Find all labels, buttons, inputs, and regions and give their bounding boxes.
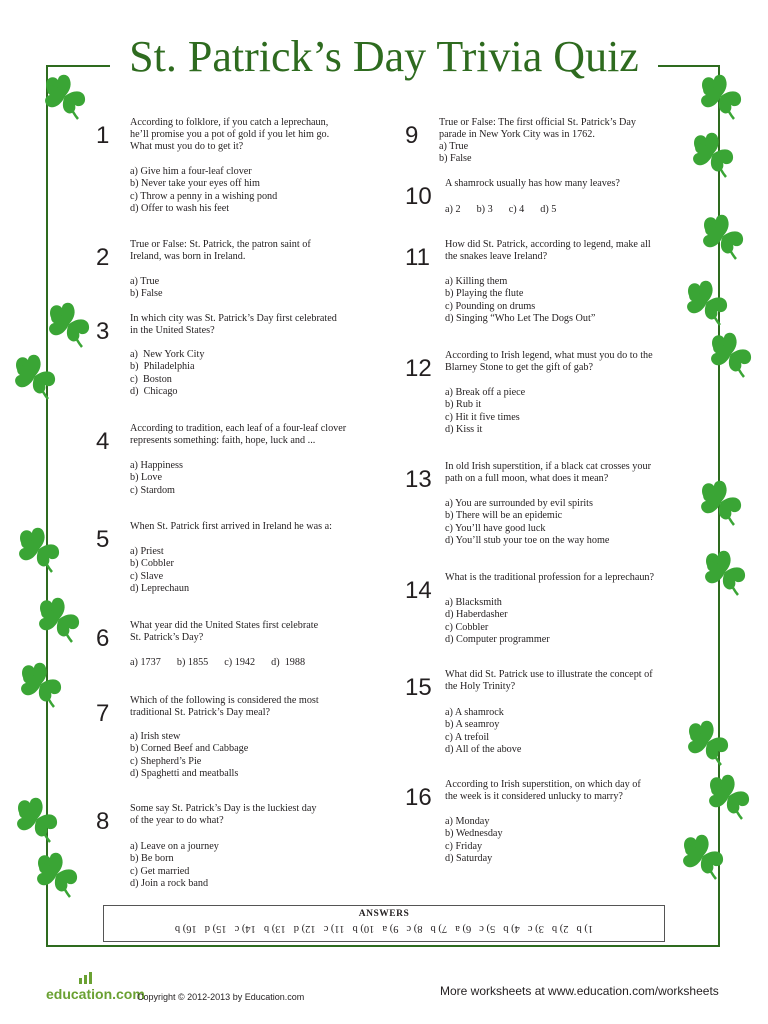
answer-key-item: 10) b xyxy=(352,923,375,934)
question-number: 1 xyxy=(96,122,110,149)
answer-option[interactable]: a) Priest xyxy=(130,546,164,557)
question-number: 16 xyxy=(405,784,432,811)
question-number: 15 xyxy=(405,674,432,701)
question-text: True or False: The first official St. Patrick’s Day parade in New York City was in 1762. xyxy=(439,117,637,141)
shamrock-icon xyxy=(684,278,730,328)
answer-key-item: 14) c xyxy=(234,923,256,934)
page-title: St. Patrick’s Day Trivia Quiz xyxy=(129,32,639,81)
shamrock-icon xyxy=(12,352,58,402)
answer-option[interactable]: a) Monday xyxy=(445,816,490,827)
answer-key-item: 16) b xyxy=(174,923,197,934)
answer-option[interactable]: d) Leprechaun xyxy=(130,582,190,594)
answer-option[interactable]: c) A trefoil xyxy=(445,731,490,743)
answer-options xyxy=(439,141,679,166)
answer-key-item: 11) c xyxy=(323,923,345,934)
answer-key-item: 4) b xyxy=(503,923,520,934)
shamrock-icon xyxy=(708,330,754,380)
answer-option[interactable]: a) Break off a piece xyxy=(445,387,526,398)
shamrock-icon xyxy=(702,548,748,598)
answer-options xyxy=(445,597,685,646)
answer-option[interactable]: a) A shamrock xyxy=(445,707,504,718)
question-number: 2 xyxy=(96,244,110,271)
answer-option[interactable]: a) Happiness xyxy=(130,460,183,471)
question-text: Some say St. Patrick’s Day is the luckiest day of the year to do what? xyxy=(130,803,317,827)
answer-option[interactable]: c) Hit it five times xyxy=(445,411,520,423)
answer-options xyxy=(445,276,685,325)
answer-option[interactable]: c) Cobbler xyxy=(445,621,489,633)
answer-options xyxy=(130,841,370,890)
answer-option[interactable]: a) You are surrounded by evil spirits xyxy=(445,498,593,509)
question-text: In which city was St. Patrick’s Day first celebrated in the United States? xyxy=(130,313,337,337)
education-logo-icon xyxy=(78,970,94,984)
answer-option[interactable]: c) Slave xyxy=(130,570,164,582)
question-text: What did St. Patrick use to illustrate the concept of the Holy Trinity? xyxy=(445,669,653,693)
answers-list xyxy=(104,923,664,934)
answer-option[interactable]: d) Join a rock band xyxy=(130,877,209,889)
answer-options xyxy=(130,276,370,301)
answer-option[interactable]: c) You’ll have good luck xyxy=(445,522,546,534)
answer-options xyxy=(130,657,370,669)
question-text: What year did the United States first celebrate St. Patrick’s Day? xyxy=(130,620,319,644)
answer-option[interactable]: d) Haberdasher xyxy=(445,609,508,621)
answer-options xyxy=(130,460,370,497)
answer-option[interactable]: a) New York City xyxy=(130,349,205,360)
answer-key-item: 1) b xyxy=(576,923,594,934)
answer-options xyxy=(130,546,370,595)
answer-option[interactable]: d) Offer to wash his feet xyxy=(130,202,230,214)
answer-option[interactable]: b) False xyxy=(130,288,163,300)
shamrock-icon xyxy=(680,832,726,882)
answer-options xyxy=(130,731,370,780)
question-number: 3 xyxy=(96,318,110,345)
answer-option[interactable]: d) Saturday xyxy=(445,852,493,864)
answer-option[interactable]: d) 5 xyxy=(540,204,557,215)
shamrock-icon xyxy=(18,660,64,710)
shamrock-icon xyxy=(46,300,92,350)
question-number: 5 xyxy=(96,526,110,553)
question-number: 14 xyxy=(405,577,432,604)
question-text: A shamrock usually has how many leaves? xyxy=(445,178,620,189)
copyright-text: Copyright © 2012-2013 by Education.com xyxy=(137,992,305,1002)
question-text: In old Irish superstition, if a black cat crosses your path on a full moon, what does it mean? xyxy=(445,461,651,485)
answer-option[interactable]: d) All of the above xyxy=(445,743,522,755)
shamrock-icon xyxy=(706,772,752,822)
shamrock-icon xyxy=(34,850,80,900)
question-text: True or False: St. Patrick, the patron saint of Ireland, was born in Ireland. xyxy=(130,239,311,263)
answer-key-item: 7) b xyxy=(430,923,448,934)
answer-option[interactable]: b) Philadelphia xyxy=(130,361,195,373)
answer-option[interactable]: c) Friday xyxy=(445,840,483,852)
answer-key-item: 12) d xyxy=(293,923,316,934)
question-number: 11 xyxy=(405,244,430,271)
answer-option[interactable]: b) Love xyxy=(130,472,162,484)
answers-box xyxy=(103,905,665,942)
question-text: What is the traditional profession for a leprechaun? xyxy=(445,572,655,583)
shamrock-icon xyxy=(698,72,744,122)
answer-option[interactable]: a) True xyxy=(439,141,469,152)
answer-option[interactable]: b) Be born xyxy=(130,853,174,865)
question-text: When St. Patrick first arrived in Ireland he was a: xyxy=(130,521,332,532)
question-text: How did St. Patrick, according to legend, make all the snakes leave Ireland? xyxy=(445,239,651,263)
answer-option[interactable]: b) Wednesday xyxy=(445,828,503,840)
answer-option[interactable]: d) 1988 xyxy=(271,657,306,668)
answer-options xyxy=(130,349,370,398)
answer-option[interactable]: a) 1737 xyxy=(130,657,161,668)
answer-key-item: 6) a xyxy=(455,923,472,934)
answer-options xyxy=(130,166,370,215)
shamrock-icon xyxy=(16,525,62,575)
answer-option[interactable]: a) Irish stew xyxy=(130,731,181,742)
answer-option[interactable]: d) Computer programmer xyxy=(445,633,550,645)
answer-option[interactable]: b) There will be an epidemic xyxy=(445,510,563,522)
answer-key-item: 13) b xyxy=(263,923,286,934)
shamrock-icon xyxy=(36,595,82,645)
answer-option[interactable]: a) 2 xyxy=(445,204,461,215)
answer-option[interactable]: b) A seamroy xyxy=(445,719,500,731)
answer-key-item: 8) c xyxy=(406,923,423,934)
answer-key-item: 5) c xyxy=(479,923,496,934)
answer-option[interactable]: b) 1855 xyxy=(176,657,209,668)
shamrock-icon xyxy=(690,130,736,180)
shamrock-icon xyxy=(42,72,88,122)
answer-option[interactable]: b) False xyxy=(439,153,472,165)
question-number: 13 xyxy=(405,466,432,493)
question-text: According to Irish legend, what must you do to the Blarney Stone to get the gift of gab? xyxy=(445,350,653,374)
question-text: According to tradition, each leaf of a four-leaf clover represents something: faith, hope, luck and ... xyxy=(130,423,347,447)
answer-option[interactable]: c) Shepherd’s Pie xyxy=(130,755,202,767)
answer-key-item: 15) d xyxy=(204,923,227,934)
answer-option[interactable]: c) 4 xyxy=(508,204,525,215)
answer-option[interactable]: a) True xyxy=(130,276,160,287)
answer-option[interactable]: a) Leave on a journey xyxy=(130,841,219,852)
answer-key-item: 9) a xyxy=(382,923,399,934)
answer-options xyxy=(445,707,685,756)
answer-key-item: 2) b xyxy=(551,923,569,934)
answer-option[interactable]: d) Spaghetti and meatballs xyxy=(130,767,239,779)
answer-option[interactable]: a) Give him a four-leaf clover xyxy=(130,166,252,177)
answer-option[interactable]: b) Corned Beef and Cabbage xyxy=(130,743,249,755)
question-number: 8 xyxy=(96,808,110,835)
answer-option[interactable]: b) Playing the flute xyxy=(445,288,524,300)
answer-option[interactable]: c) Pounding on drums xyxy=(445,300,536,312)
answer-option[interactable]: c) Throw a penny in a wishing pond xyxy=(130,190,278,202)
answer-option[interactable]: b) Never take your eyes off him xyxy=(130,178,260,190)
question-number: 6 xyxy=(96,625,110,652)
shamrock-icon xyxy=(685,718,731,768)
question-text: Which of the following is considered the most traditional St. Patrick’s Day meal? xyxy=(130,695,319,719)
question-number: 12 xyxy=(405,355,432,382)
answer-option[interactable]: d) Kiss it xyxy=(445,423,483,435)
answer-key-item: 3) c xyxy=(527,923,544,934)
answer-options xyxy=(445,816,685,865)
answer-option[interactable]: c) 1942 xyxy=(224,657,256,668)
answer-options xyxy=(445,387,685,436)
shamrock-icon xyxy=(698,478,744,528)
more-worksheets-link[interactable]: More worksheets at www.education.com/worksheets xyxy=(440,984,719,998)
question-number: 4 xyxy=(96,428,110,455)
question-number: 7 xyxy=(96,700,110,727)
answer-options xyxy=(445,498,685,547)
answer-option[interactable]: b) 3 xyxy=(476,204,493,215)
answer-option[interactable]: b) Rub it xyxy=(445,399,482,411)
answer-option[interactable]: a) Blacksmith xyxy=(445,597,502,608)
answer-option[interactable]: d) Chicago xyxy=(130,385,178,397)
answer-option[interactable]: b) Cobbler xyxy=(130,558,174,570)
answer-option[interactable]: c) Get married xyxy=(130,865,190,877)
answer-options xyxy=(445,204,685,216)
question-number: 10 xyxy=(405,183,432,210)
answer-option[interactable]: a) Killing them xyxy=(445,276,508,287)
answer-option[interactable]: c) Boston xyxy=(130,373,172,385)
answer-option[interactable]: d) Singing “Who Let The Dogs Out” xyxy=(445,312,596,324)
answer-option[interactable]: c) Stardom xyxy=(130,484,175,496)
shamrock-icon xyxy=(14,795,60,845)
shamrock-icon xyxy=(700,212,746,262)
question-text: According to Irish superstition, on which day of the week is it considered unlucky to marry? xyxy=(445,779,641,803)
answer-option[interactable]: d) You’ll stub your toe on the way home xyxy=(445,534,610,546)
question-number: 9 xyxy=(405,122,419,149)
education-logo[interactable]: education.com xyxy=(46,986,145,1002)
question-text: According to folklore, if you catch a leprechaun, he’ll promise you a pot of gold if you let him go. What must you do to get it? xyxy=(130,117,330,153)
answers-title: ANSWERS xyxy=(358,909,410,919)
